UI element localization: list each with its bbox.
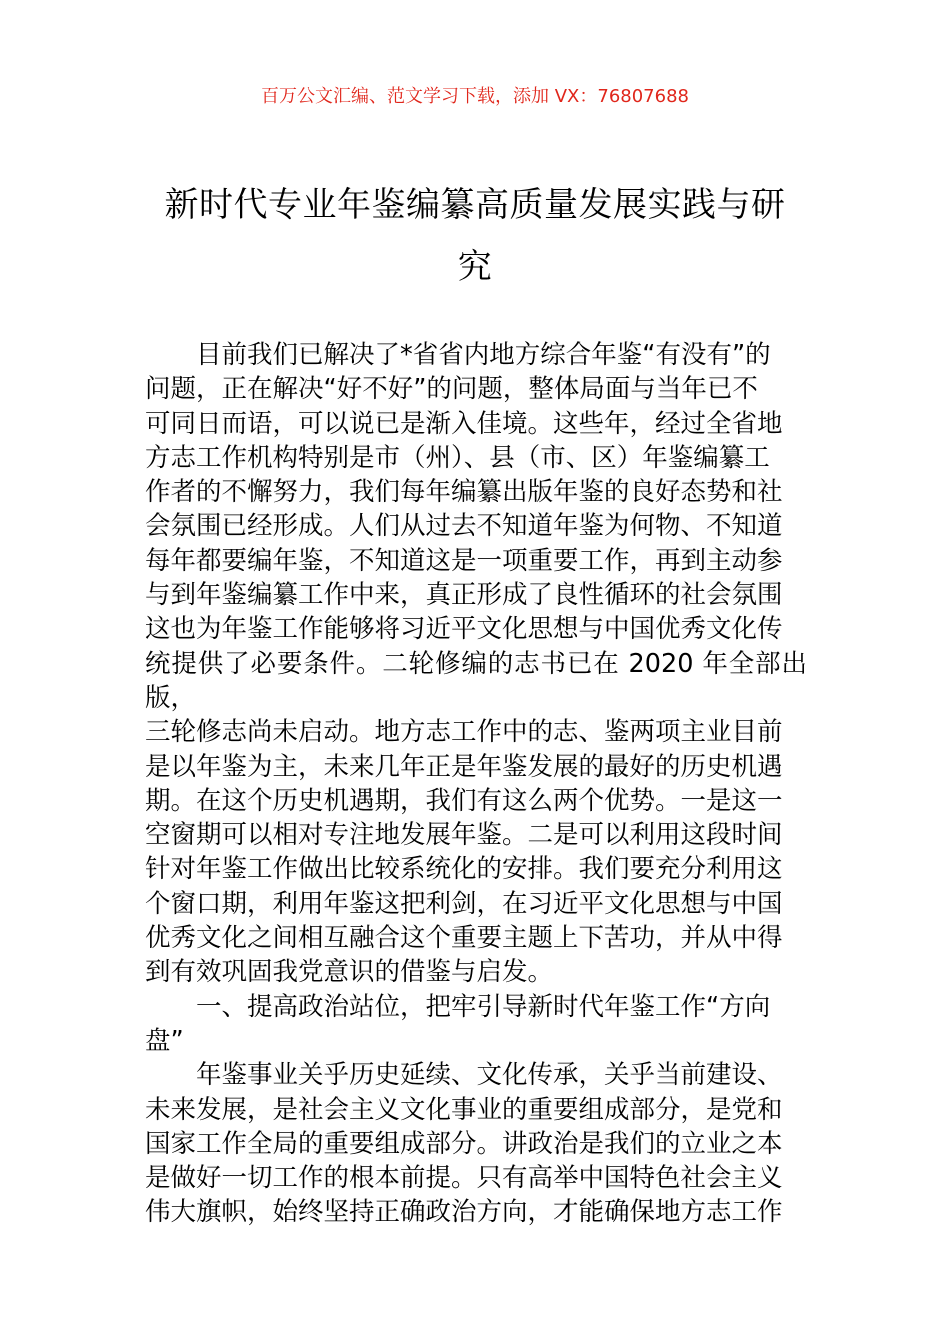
text-line: 伟大旗帜，始终坚持正确政治方向，才能确保地方志工作: [145, 1197, 783, 1228]
text-line: 作者的不懈努力，我们每年编纂出版年鉴的良好态势和社: [145, 477, 783, 508]
title-line: 究: [457, 247, 493, 287]
text-line: 可同日而语，可以说已是渐入佳境。这些年，经过全省地: [145, 408, 783, 439]
text-line: 针对年鉴工作做出比较系统化的安排。我们要充分利用这: [145, 854, 783, 885]
text-line: 每年都要编年鉴，不知道这是一项重要工作，再到主动参: [145, 545, 783, 576]
section-heading-1: [145, 990, 807, 1059]
text-line: 个窗口期，利用年鉴这把利剑，在习近平文化思想与中国: [145, 888, 783, 919]
text-line: 国家工作全局的重要组成部分。讲政治是我们的立业之本: [145, 1128, 783, 1159]
text-line: 与到年鉴编纂工作中来，真正形成了良性循环的社会氛围: [145, 580, 783, 611]
text-line: 年鉴事业关乎历史延续、文化传承，关乎当前建设、: [196, 1060, 783, 1091]
paragraph-intro: [145, 338, 807, 990]
text-line: 期。在这个历史机遇期，我们有这么两个优势。一是这一: [145, 785, 783, 816]
text-line: 未来发展，是社会主义文化事业的重要组成部分，是党和: [145, 1094, 783, 1125]
title-line: 新时代专业年鉴编纂高质量发展实践与研: [164, 185, 786, 225]
text-line: 目前我们已解决了*省省内地方综合年鉴“有没有”的: [196, 340, 771, 370]
text-line: 空窗期可以相对专注地发展年鉴。二是可以利用这段时间: [145, 820, 783, 851]
text-line: 方志工作机构特别是市（州）、县（市、区）年鉴编纂工: [145, 442, 770, 473]
header-note: 百万公文汇编、范文学习下载，添加 VX：76807688: [261, 86, 689, 107]
text-line: 会氛围已经形成。人们从过去不知道年鉴为何物、不知道: [145, 511, 783, 542]
text-line: 优秀文化之间相互融合这个重要主题上下苦功，并从中得: [145, 923, 783, 954]
text-line: 三轮修志尚未启动。地方志工作中的志、鉴两项主业目前: [145, 717, 783, 748]
text-line: 问题，正在解决“好不好”的问题，整体局面与当年已不: [145, 374, 758, 405]
paragraph-section-1: [145, 1058, 807, 1229]
text-line: 统提供了必要条件。二轮修编的志书已在 2020 年全部出版，: [145, 648, 807, 713]
text-line: 盘”: [145, 1025, 184, 1056]
text-line: 是做好一切工作的根本前提。只有高举中国特色社会主义: [145, 1163, 783, 1194]
text-line: 是以年鉴为主，未来几年正是年鉴发展的最好的历史机遇: [145, 751, 783, 782]
text-line: 这也为年鉴工作能够将习近平文化思想与中国优秀文化传: [145, 614, 783, 645]
text-line: 一、提高政治站位，把牢引导新时代年鉴工作“方向: [196, 991, 771, 1022]
document-title: [140, 174, 810, 298]
text-line: 到有效巩固我党意识的借鉴与启发。: [145, 957, 554, 988]
document-body: [145, 338, 807, 1230]
